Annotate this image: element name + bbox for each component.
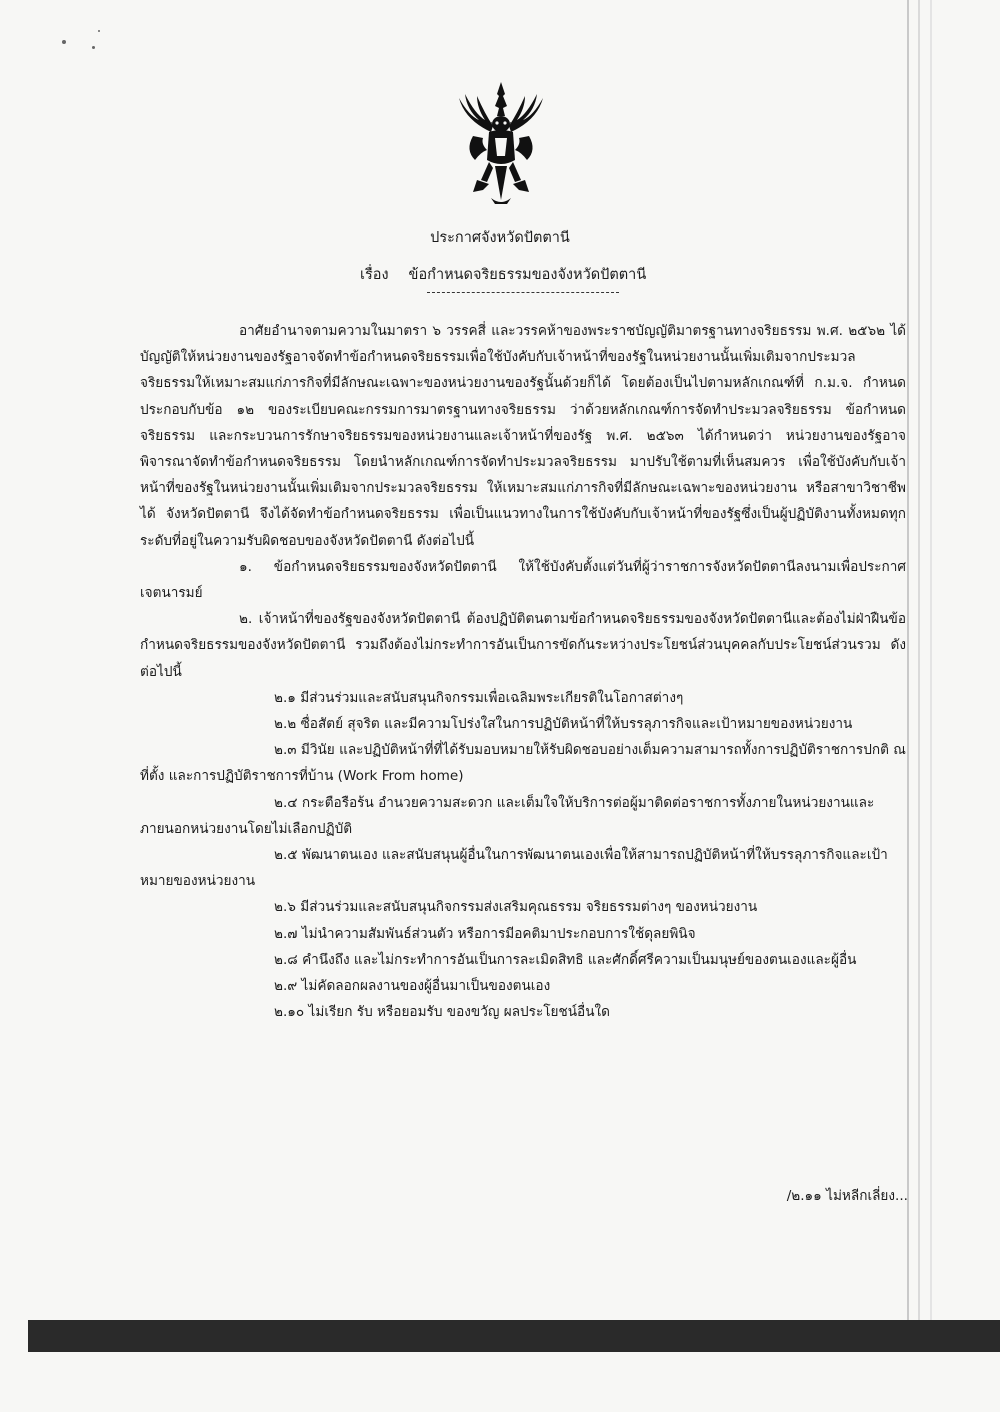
- clause-item: ๒.๓ มีวินัย และปฏิบัติหน้าที่ที่ได้รับมอบหมายให้รับผิดชอบอย่างเต็มความสามารถทั้งการปฏิบัติราชการปกติ ณ ที่ตั้ง และการปฏิบัติราชการที่บ้าน (Work From home): [140, 742, 906, 785]
- scan-bottom-bar: [28, 1320, 1000, 1352]
- continuation-reference: /๒.๑๑ ไม่หลีกเลี่ยง...: [786, 1188, 908, 1204]
- subject-label: เรื่อง: [360, 267, 389, 283]
- preamble-paragraph: อาศัยอำนาจตามความในมาตรา ๖ วรรคสี่ และวรรคห้าของพระราชบัญญัติมาตรฐานทางจริยธรรม พ.ศ. ๒๕๖๒ ได้บัญญัติให้หน่วยงานของรัฐอาจจัดทำข้อกำหนดจริยธรรมเพื่อใช้บังคับกับเจ้าหน้าที่ของรัฐในหน่วยงานนั้นเพิ่มเติมจากประมวลจริยธรรมให้เหมาะสมแก่ภารกิจที่มีลักษณะเฉพาะของหน่วยงานของรัฐนั้นด้วยก็ได้ โดยต้องเป็นไปตามหลักเกณฑ์ที่ ก.ม.จ. กำหนด ประกอบกับข้อ ๑๒ ของระเบียบคณะกรรมการมาตรฐานทางจริยธรรม ว่าด้วยหลักเกณฑ์การจัดทำประมวลจริยธรรม ข้อกำหนดจริยธรรม และกระบวนการรักษาจริยธรรมของหน่วยงานและเจ้าหน้าที่ของรัฐ พ.ศ. ๒๕๖๓ ได้กำหนดว่า หน่วยงานของรัฐอาจพิจารณาจัดทำข้อกำหนดจริยธรรม โดยนำหลักเกณฑ์การจัดทำประมวลจริยธรรม มาปรับใช้ตามที่เห็นสมควร เพื่อใช้บังคับกับเจ้าหน้าที่ของรัฐในหน่วยงานนั้นเพิ่มเติมจากประมวลจริยธรรม ให้เหมาะสมแก่ภารกิจที่มีลักษณะเฉพาะของหน่วยงาน หรือสาขาวิชาชีพได้ จังหวัดปัตตานี จึงได้จัดทำข้อกำหนดจริยธรรม เพื่อเป็นแนวทางในการใช้บังคับกับเจ้าหน้าที่ของรัฐซึ่งเป็นผู้ปฏิบัติงานทั้งหมดทุกระดับที่อยู่ในความรับผิดชอบของจังหวัดปัตตานี ดังต่อไปนี้: [140, 323, 906, 549]
- document-subject: [360, 263, 646, 286]
- clause-item: ๒.๗ ไม่นำความสัมพันธ์ส่วนตัว หรือการมีอคติมาประกอบการใช้ดุลยพินิจ: [274, 925, 696, 942]
- clause-item: ๒.๑๐ ไม่เรียก รับ หรือยอมรับ ของขวัญ ผลประโยชน์อื่นใด: [274, 1004, 610, 1021]
- subject-text: ข้อกำหนดจริยธรรมของจังหวัดปัตตานี: [408, 267, 647, 283]
- clause-item: ๒.๙ ไม่คัดลอกผลงานของผู้อื่นมาเป็นของตนเอง: [274, 978, 551, 995]
- scan-speck: [62, 40, 66, 44]
- title-divider: [427, 292, 619, 293]
- clause-item: ๒.๖ มีส่วนร่วมและสนับสนุนกิจกรรมส่งเสริมคุณธรรม จริยธรรมต่างๆ ของหน่วยงาน: [274, 899, 758, 916]
- scan-edge-line: [907, 0, 909, 1320]
- document-title: ประกาศจังหวัดปัตตานี: [430, 230, 570, 246]
- scan-speck: [92, 46, 95, 49]
- scan-edge-line: [930, 0, 932, 1320]
- scan-edge-line: [918, 0, 920, 1320]
- garuda-emblem-icon: [455, 80, 547, 210]
- clause-1: ๑. ข้อกำหนดจริยธรรมของจังหวัดปัตตานี ให้ใช้บังคับตั้งแต่วันที่ผู้ว่าราชการจังหวัดปัตตานีลงนามเพื่อประกาศเจตนารมย์: [140, 558, 906, 602]
- clause-item: ๒.๔ กระตือรือร้น อำนวยความสะดวก และเต็มใจให้บริการต่อผู้มาติดต่อราชการทั้งภายในหน่วยงานและภายนอกหน่วยงานโดยไม่เลือกปฏิบัติ: [140, 794, 875, 837]
- clause-item: ๒.๑ มีส่วนร่วมและสนับสนุนกิจกรรมเพื่อเฉลิมพระเกียรติในโอกาสต่างๆ: [274, 689, 684, 706]
- clause-item: ๒.๕ พัฒนาตนเอง และสนับสนุนผู้อื่นในการพัฒนาตนเองเพื่อให้สามารถปฏิบัติหน้าที่ให้บรรลุภารกิจและเป้าหมายของหน่วยงาน: [140, 847, 888, 890]
- document-body: [140, 318, 906, 1025]
- scan-speck: [98, 30, 100, 32]
- clause-item: ๒.๒ ซื่อสัตย์ สุจริต และมีความโปร่งใสในการปฏิบัติหน้าที่ให้บรรลุภารกิจและเป้าหมายของหน่วยงาน: [274, 716, 853, 733]
- clause-item: ๒.๘ คำนึงถึง และไม่กระทำการอันเป็นการละเมิดสิทธิ และศักดิ์ศรีความเป็นมนุษย์ของตนเองและผู้อื่น: [274, 951, 857, 968]
- clause-2: ๒. เจ้าหน้าที่ของรัฐของจังหวัดปัตตานี ต้องปฏิบัติตนตามข้อกำหนดจริยธรรมของจังหวัดปัตตานีและต้องไม่ฝ่าฝืนข้อกำหนดจริยธรรมของจังหวัดปัตตานี รวมถึงต้องไม่กระทำการอันเป็นการขัดกันระหว่างประโยชน์ส่วนบุคคลกับประโยชน์ส่วนรวม ดังต่อไปนี้: [140, 611, 906, 680]
